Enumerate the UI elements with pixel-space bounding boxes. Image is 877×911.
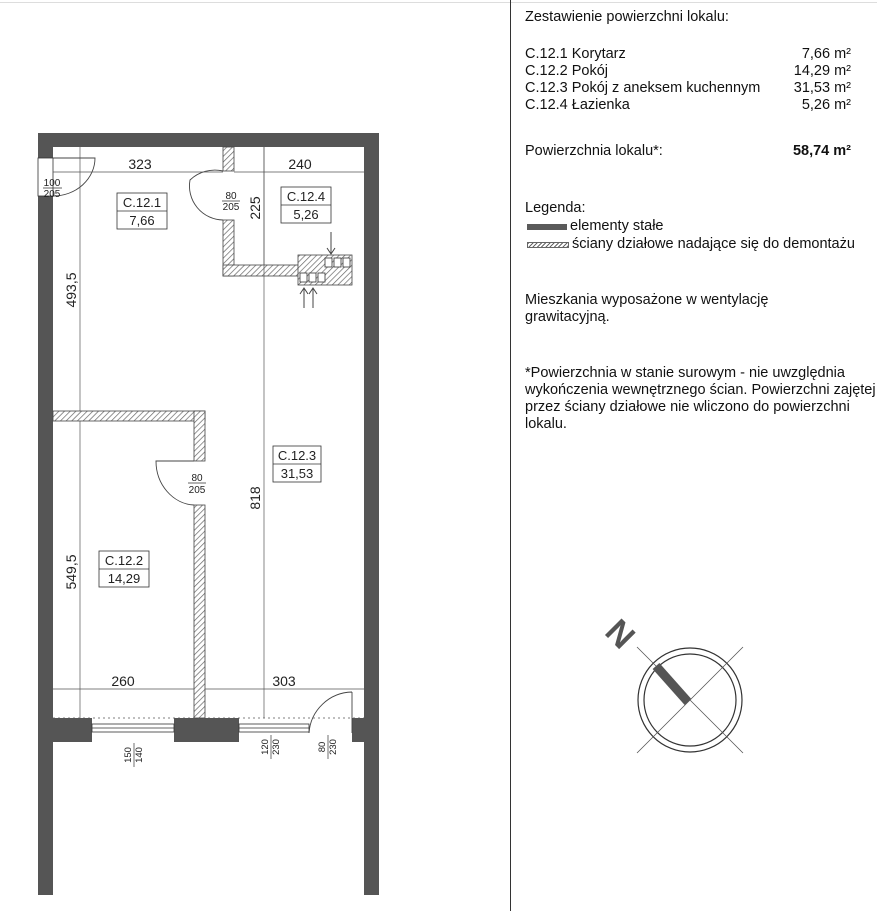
table-row: [525, 46, 851, 63]
row-label: C.12.2 Pokój: [525, 63, 609, 79]
vent-cell: [309, 273, 316, 282]
vent-cell: [334, 258, 341, 267]
row-value: 5,26 m²: [801, 97, 851, 113]
room-area: 5,26: [293, 207, 319, 222]
dim-bath-height: 225: [247, 196, 263, 220]
dim-top-left: 323: [128, 156, 152, 172]
hatched-wall-swatch-icon: [527, 242, 569, 248]
door-bedroom-h: 205: [188, 485, 206, 496]
dim-left-upper: 493,5: [63, 272, 79, 308]
vent-arrow-down: [327, 232, 335, 254]
dim-bottom-left: 260: [111, 673, 135, 689]
table-row: [525, 80, 851, 97]
dim-bottom-right: 303: [272, 673, 296, 689]
row-value: 14,29 m²: [793, 63, 851, 79]
solid-wall-swatch-icon: [527, 224, 567, 230]
window-2-h: 230: [271, 739, 282, 755]
compass-needle-icon: [656, 666, 688, 702]
room-label-c1224: [281, 187, 331, 223]
legend-title: Legenda:: [525, 200, 586, 216]
row-label: C.12.4 Łazienka: [525, 97, 630, 113]
balcony-door-swing: [309, 692, 352, 733]
legend-item-fixed: [527, 218, 664, 235]
row-value: 7,66 m²: [801, 46, 851, 62]
door-bedroom-w: 80: [191, 473, 203, 484]
footnote: *Powierzchnia w stanie surowym - nie uwzględnia wykończenia wewnętrznego ścian. Powierzchni zajętej przez ściany działowe nie wliczono do powierzchni lokalu.: [525, 365, 876, 432]
vent-cell: [343, 258, 350, 267]
vent-cell: [325, 258, 332, 267]
legend-label: ściany działowe nadające się do demontażu: [572, 236, 855, 252]
area-table: [525, 46, 851, 114]
window-1-w: 150: [123, 747, 134, 763]
room-area: 31,53: [280, 466, 314, 481]
door-entrance-h: 205: [43, 189, 61, 200]
outer-wall-right: [364, 133, 379, 895]
room-id: C.12.4: [286, 189, 326, 204]
bedroom-wall-east-lower: [194, 505, 205, 718]
dim-top-right: 240: [288, 156, 312, 172]
dimension-labels: [63, 156, 312, 689]
door-bath-h: 205: [222, 202, 240, 213]
dim-left-lower: 549,5: [63, 554, 79, 590]
vent-cell: [300, 273, 307, 282]
door-bath-w: 80: [225, 191, 237, 202]
balcony-wall-left-seg: [53, 718, 92, 742]
room-id: C.12.2: [104, 553, 144, 568]
window-1-h: 140: [134, 747, 145, 763]
door-entrance-w: 100: [43, 178, 61, 189]
room-area: 7,66: [129, 213, 155, 228]
table-row: [525, 63, 851, 80]
total-label: Powierzchnia lokalu*:: [525, 143, 663, 159]
outer-wall-top: [38, 133, 379, 147]
table-row: [525, 97, 851, 114]
total-row: [525, 143, 851, 160]
balcony-door-h: 230: [328, 739, 339, 755]
ventilation-note: Mieszkania wyposażone w wentylację grawitacyjną.: [525, 292, 769, 325]
bath-wall-west-upper: [223, 147, 234, 171]
balcony-wall-mid-seg: [174, 718, 239, 742]
compass-north-label: N: [597, 612, 642, 657]
room-label-c1221: [117, 193, 167, 229]
bedroom-wall-east-upper: [194, 411, 205, 461]
structural-walls: [38, 133, 379, 895]
total-value: 58,74 m²: [792, 143, 851, 159]
room-labels: [99, 187, 331, 587]
balcony-wall-right-seg: [352, 718, 364, 742]
outer-wall-left: [38, 133, 53, 895]
vent-arrow-up: [300, 288, 308, 308]
dimension-lines: [53, 147, 364, 718]
summary-title: Zestawienie powierzchni lokalu:: [525, 9, 729, 25]
window-2-w: 120: [260, 739, 271, 755]
north-compass: [590, 610, 760, 770]
partition-walls: [53, 147, 352, 718]
balcony-door-w: 80: [317, 741, 328, 753]
dim-center-height: 818: [247, 486, 263, 510]
room-label-c1223: [273, 446, 321, 482]
row-label: C.12.3 Pokój z aneksem kuchennym: [525, 80, 761, 96]
room-label-c1222: [99, 551, 149, 587]
info-panel: [525, 0, 877, 911]
room-area: 14,29: [107, 571, 141, 586]
room-id: C.12.3: [277, 448, 317, 463]
bedroom-wall-north: [53, 411, 205, 421]
panel-divider: [510, 0, 511, 911]
bathroom-door-swing: [189, 170, 223, 220]
row-label: C.12.1 Korytarz: [525, 46, 626, 62]
legend-label: elementy stałe: [570, 218, 664, 234]
vent-arrow-up: [309, 288, 317, 308]
vent-cell: [318, 273, 325, 282]
room-id: C.12.1: [122, 195, 162, 210]
legend-item-partition: [527, 236, 855, 253]
row-value: 31,53 m²: [793, 80, 851, 96]
